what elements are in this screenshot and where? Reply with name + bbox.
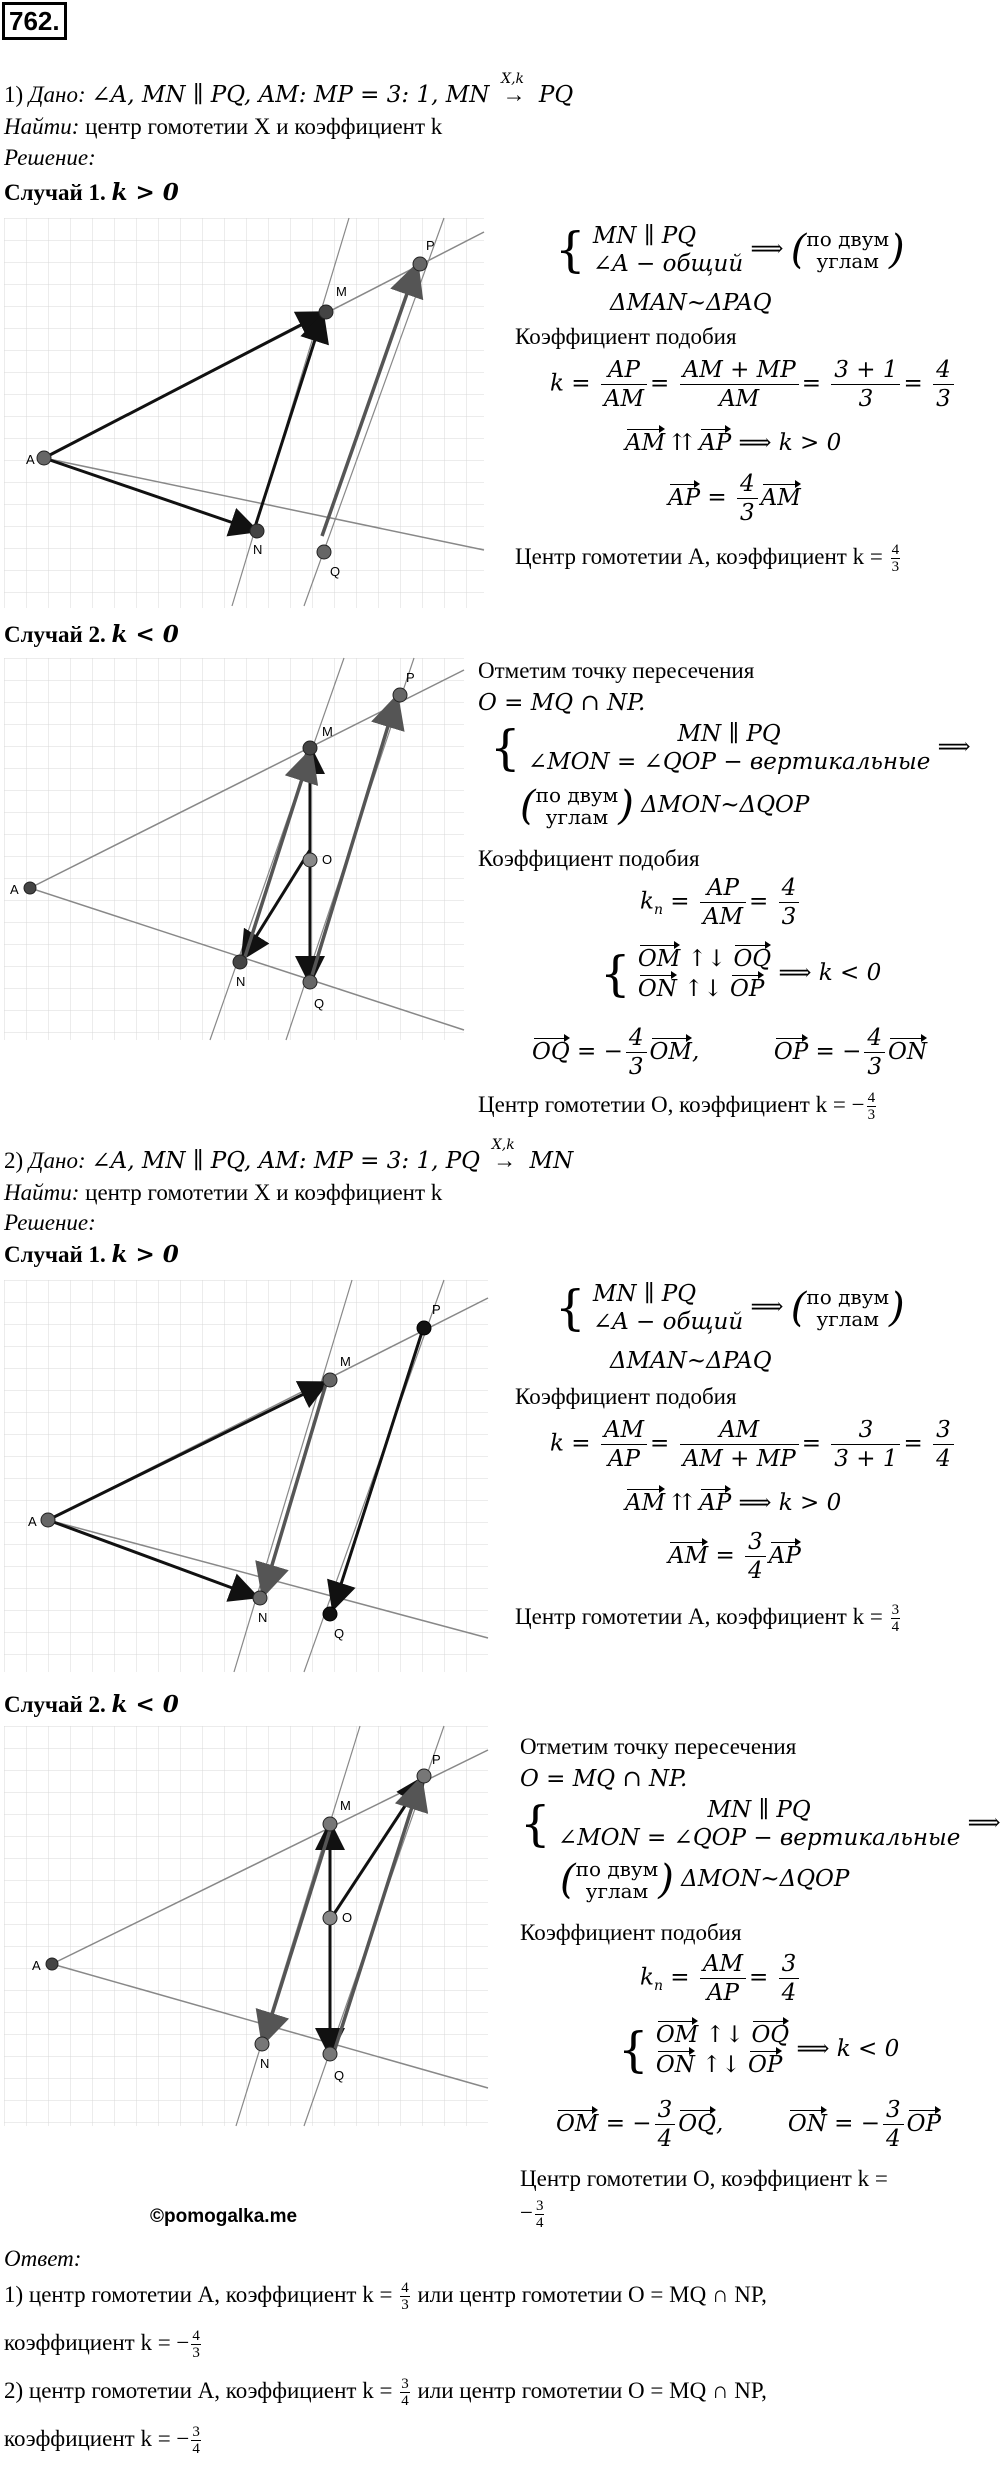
point-n (250, 524, 264, 538)
figure-svg (4, 1726, 488, 2126)
svg-text:P: P (432, 1752, 441, 1767)
svg-text:A: A (10, 882, 19, 897)
figure-p1-case2 (4, 658, 464, 1040)
p1c1-similarity: ΔMAN~ΔPAQ (610, 290, 772, 316)
svg-text:N: N (260, 2056, 270, 2071)
label-m: M (336, 284, 347, 299)
p1c2-system: { MN ∥ PQ ∠MON = ∠QOP − вертикальные ⟹ (490, 720, 971, 776)
svg-text:P: P (432, 1302, 441, 1317)
svg-text:O: O (342, 1910, 353, 1925)
p1c2-mark: Отметим точку пересечения (478, 658, 755, 683)
svg-text:N: N (258, 1610, 268, 1625)
p1c1-answer: Центр гомотетии A, коэффициент k = $\frac{4}{3}$ (515, 542, 900, 576)
p1c1-k-fractions: k = $\frac{AP}{AM}$ = $\frac{AM + MP}{AM}$ = $\frac{3 + 1}{3}$ = $\frac{4}{3}$ (550, 356, 957, 413)
p2c2-system: { MN ∥ PQ ∠MON = ∠QOP − вертикальные ⟹ (520, 1796, 1001, 1852)
part2-find: Найти: центр гомотетии X и коэффициент k (4, 1180, 443, 1205)
point-q (317, 545, 331, 559)
p1c1-heading: Случай 1. k > 0 (4, 179, 179, 206)
p2c2-answer-value: − $\frac{3}{4}$ (520, 2198, 544, 2232)
p1c1-direction: AM ⇈ AP ⟹ k > 0 (625, 430, 842, 456)
p1c2-coef-label: Коэффициент подобия (478, 846, 700, 871)
svg-text:P: P (406, 670, 415, 685)
p2c2-mark: Отметим точку пересечения (520, 1734, 797, 1759)
part2-solution-label: Решение: (4, 1210, 96, 1235)
point-p (413, 257, 427, 271)
p1c2-heading: Случай 2. k < 0 (4, 621, 179, 648)
p2c2-directions: { OM ↑↓ OQ ON ↑↓ OP ⟹ k < 0 (618, 2022, 900, 2078)
label-n: N (253, 542, 263, 557)
svg-text:Q: Q (334, 1626, 345, 1641)
svg-text:M: M (340, 1798, 351, 1813)
svg-text:A: A (32, 1958, 41, 1973)
label-a: A (26, 452, 35, 467)
answer-line-2: коэффициент k = − $\frac{4}{3}$ (4, 2328, 200, 2362)
problem-number: 762. (2, 2, 67, 40)
p1c1-vector-eq: AP = $\frac{4}{3}$ AM (668, 471, 801, 526)
answer-line-3: 2) центр гомотетии A, коэффициент k = $\frac{3}{4}$ или центр гомотетии O = MQ ∩ NP, (4, 2376, 767, 2410)
figure-svg (4, 218, 484, 608)
figure-svg (4, 1280, 488, 1672)
label-p: P (426, 238, 435, 253)
answer-line-4: коэффициент k = − $\frac{3}{4}$ (4, 2424, 200, 2458)
p1c2-k: $k_п$ = $\frac{AP}{AM}$ = $\frac{4}{3}$ (640, 874, 802, 931)
part1-given: 1) Дано: ∠A, MN ∥ PQ, AM: MP = 3: 1, MN X,k → PQ (4, 71, 574, 108)
p2c2-answer: Центр гомотетии O, коэффициент k = (520, 2166, 888, 2191)
part2-given: 2) Дано: ∠A, MN ∥ PQ, AM: MP = 3: 1, PQ X,k → MN (4, 1137, 574, 1174)
svg-text:M: M (340, 1354, 351, 1369)
p2c1-system: { MN ∥ PQ ∠A − общий ⟹ ( по двум углам ) (555, 1280, 905, 1336)
svg-text:A: A (28, 1514, 37, 1529)
point-m (319, 305, 333, 319)
p1c1-system: { MN ∥ PQ ∠A − общий ⟹ ( по двум углам ) (555, 222, 905, 278)
p2c2-heading: Случай 2. k < 0 (4, 1691, 179, 1718)
svg-text:N: N (236, 974, 246, 989)
part1-solution-label: Решение: (4, 145, 96, 170)
answer-label: Ответ: (4, 2246, 82, 2271)
svg-text:O: O (322, 852, 333, 867)
part1-find: Найти: центр гомотетии X и коэффициент k (4, 114, 443, 139)
figure-p2-case2 (4, 1726, 488, 2126)
svg-text:Q: Q (334, 2068, 345, 2083)
answer-line-1: 1) центр гомотетии A, коэффициент k = $\frac{4}{3}$ или центр гомотетии O = MQ ∩ NP, (4, 2280, 767, 2314)
p2c2-mark-eq: O = MQ ∩ NP. (520, 1766, 688, 1792)
p2c2-similarity: ( по двум углам ) ΔMON~ΔQOP (560, 1857, 850, 1903)
p1c1-coef-label: Коэффициент подобия (515, 324, 737, 349)
p2c1-coef-label: Коэффициент подобия (515, 1384, 737, 1409)
figure-p1-case1 (4, 218, 484, 608)
p2c1-heading: Случай 1. k > 0 (4, 1241, 179, 1268)
p2c1-answer: Центр гомотетии A, коэффициент k = $\frac{3}{4}$ (515, 1602, 900, 1636)
point-a (37, 451, 51, 465)
label-q: Q (330, 564, 341, 579)
p1c2-answer: Центр гомотетии O, коэффициент k = − $\frac{4}{3}$ (478, 1090, 876, 1124)
svg-text:Q: Q (314, 996, 325, 1011)
p2c2-k: $k_п$ = $\frac{AM}{AP}$ = $\frac{3}{4}$ (640, 1950, 802, 2007)
p1c2-mark-eq: O = MQ ∩ NP. (478, 690, 646, 716)
p1c2-similarity: ( по двум углам ) ΔMON~ΔQOP (520, 783, 810, 829)
figure-p2-case1 (4, 1280, 488, 1672)
p2c1-similarity: ΔMAN~ΔPAQ (610, 1348, 772, 1374)
p2c2-vectors: OM = − $\frac{3}{4}$ OQ, ON = − $\frac{3}{4}$ OP (556, 2097, 942, 2152)
p2c2-coef-label: Коэффициент подобия (520, 1920, 742, 1945)
p2c1-k-fractions: k = $\frac{AM}{AP}$ = $\frac{AM}{AM + MP}$ = $\frac{3}{3 + 1}$ = $\frac{3}{4}$ (550, 1416, 957, 1473)
p1c2-directions: { OM ↑↓ OQ ON ↑↓ OP ⟹ k < 0 (600, 946, 882, 1002)
p1c2-vectors: OQ = − $\frac{4}{3}$ OM, OP = − $\frac{4}{3}$ ON (532, 1025, 928, 1080)
watermark: ©pomogalka.me (150, 2206, 298, 2227)
p2c1-direction: AM ⇈ AP ⟹ k > 0 (625, 1490, 842, 1516)
p2c1-vector-eq: AM = $\frac{3}{4}$ AP (668, 1529, 801, 1584)
svg-text:M: M (322, 724, 333, 739)
figure-svg (4, 658, 464, 1040)
